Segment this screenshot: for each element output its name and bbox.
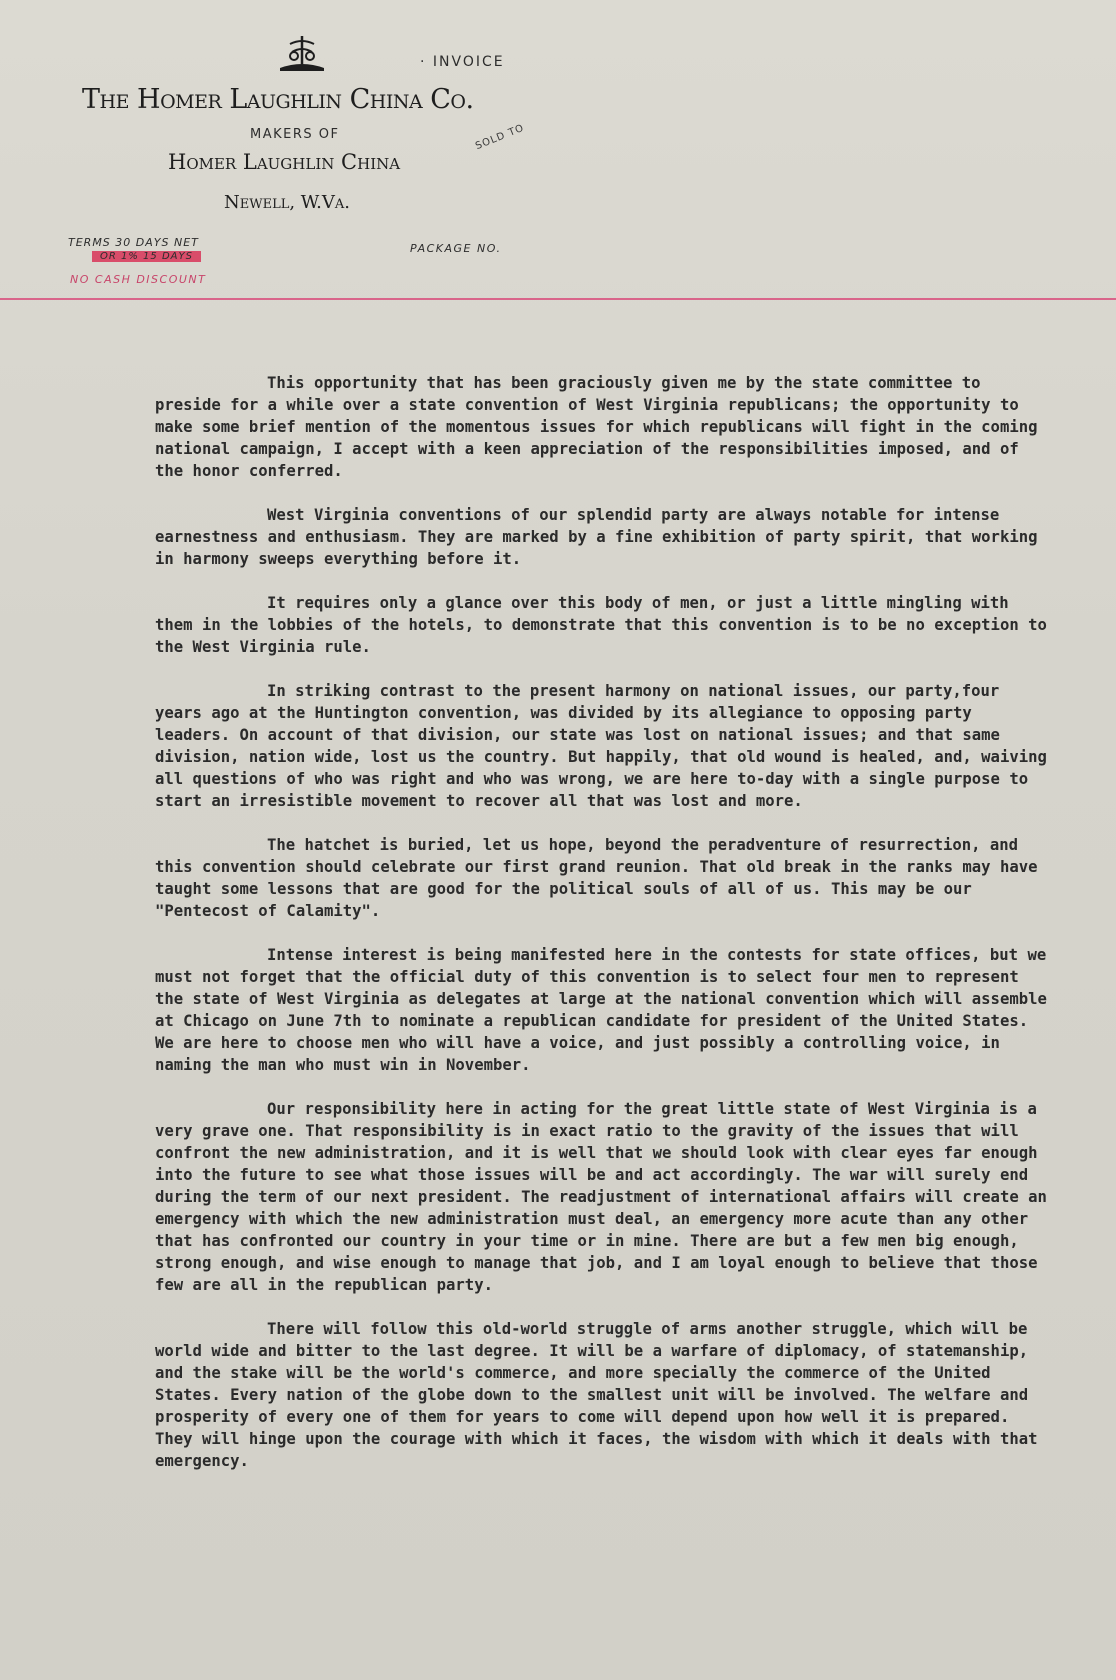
sold-to-label: SOLD TO [474, 122, 527, 153]
terms-line: TERMS 30 DAYS NET [68, 236, 199, 249]
letter-paragraph: In striking contrast to the present harmony on national issues, our party,four years ago at the Huntington convention, was divided by its allegiance to opposing party leaders. On account of that division, our state was lost on national issues; and that same division, nation wide, lost us the country. But happily, that old wound is healed, and, waiving all questions of who was right and who was wrong, we are here to-day with a single purpose to start an irresistible movement to recover all that was lost and more. [155, 682, 1047, 810]
letter-paragraph: This opportunity that has been graciously given me by the state committee to preside for a while over a state convention of West Virginia republicans; the opportunity to make some brief mention of the momentous issues for which republicans will fight in the coming national campaign, I accept with a keen appreciation of the responsibilities imposed, and of the honor conferred. [155, 374, 1038, 480]
letter-paragraph: Our responsibility here in acting for the great little state of West Virginia is a very grave one. That responsibility is in exact ratio to the gravity of the issues that will confront the new administration, and it is well that we should look with clear eyes far enough into the future to see what those issues will be and act accordingly. The war will surely end during the term of our next president. The readjustment of international affairs will create an emergency with which the new administration must deal, an emergency more acute than any other that has confronted our country in your time or in mine. There are but a few men big enough, strong enough, and wise enough to manage that job, and I am loyal enough to believe that those few are all in the republican party. [155, 1100, 1047, 1294]
company-location: Newell, W.Va. [224, 192, 350, 213]
brand-name: Homer Laughlin China [168, 150, 401, 174]
terms-alt-line: OR 1% 15 DAYS [92, 251, 201, 262]
letter-paragraph: The hatchet is buried, let us hope, beyond the peradventure of resurrection, and this convention should celebrate our first grand reunion. That old break in the ranks may have taught some lessons that are good for the political souls of all of us. This may be our "Pentecost of Calamity". [155, 836, 1038, 920]
company-logo-icon [276, 34, 328, 74]
package-number-label: PACKAGE NO. [410, 242, 502, 255]
letter-paragraph: It requires only a glance over this body of men, or just a little mingling with them in the lobbies of the hotels, to demonstrate that this convention is to be no exception to the West Virginia rule. [155, 594, 1047, 656]
letter-body [155, 372, 1055, 1494]
letter-paragraph: West Virginia conventions of our splendid party are always notable for intense earnestness and enthusiasm. They are marked by a fine exhibition of party spirit, that working in harmony sweeps everything before it. [155, 506, 1038, 568]
letter-paragraph: Intense interest is being manifested here in the contests for state offices, but we must not forget that the official duty of this convention is to select four men to represent the state of West Virginia as delegates at large at the national convention which will assemble at Chicago on June 7th to nominate a republican candidate for president of the United States. We are here to choose men who will have a voice, and just possibly a controlling voice, in naming the man who must win in November. [155, 946, 1047, 1074]
header-divider [0, 298, 1116, 300]
no-cash-discount-label: NO CASH DISCOUNT [70, 273, 207, 286]
makers-label: MAKERS OF [250, 127, 340, 142]
letter-paragraph: There will follow this old-world struggle of arms another struggle, which will be world wide and bitter to the last degree. It will be a warfare of diplomacy, of statemanship, and the stake will be the world's commerce, and more specially the commerce of the United States. Every nation of the globe down to the smallest unit will be involved. The welfare and prosperity of every one of them for years to come will depend upon how well it is prepared. They will hinge upon the courage with which it faces, the wisdom with which it deals with that emergency. [155, 1320, 1038, 1470]
company-name: The Homer Laughlin China Co. [82, 84, 474, 115]
invoice-label: · INVOICE [420, 54, 505, 70]
